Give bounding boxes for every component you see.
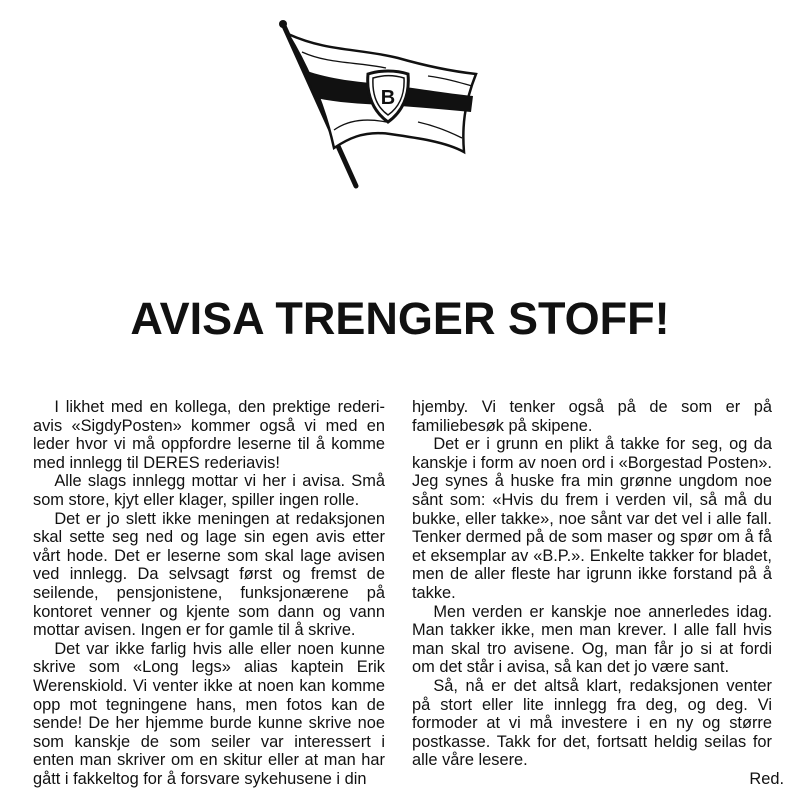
paragraph: I likhet med en kollega, den prektige rederi-avis «SigdyPosten» kommer også vi med en leder hvor vi må oppfordre leserne til å komme med innlegg til DERES rederiavis! [33, 398, 385, 472]
flag-logo [268, 12, 478, 192]
paragraph: Det er jo slett ikke meningen at redaksjonen skal sette seg ned og lage sin egen avis etter vårt hode. Det er leserne som skal lage avisen ved innlegg. Da selvsagt først og fremst de seilende, pensjonistene, funksjonærene på kontoret venner og kjente som dann og vann mottar avisen. Ingen er for gamle til å skrive. [33, 509, 385, 640]
paragraph: hjemby. Vi tenker også på de som er på familiebesøk på skipene. [412, 398, 772, 435]
headline: AVISA TRENGER STOFF! [130, 293, 670, 344]
paragraph: Men verden er kanskje noe annerledes idag. Man takker ikke, men man krever. I alle fall hvis man skal tro avisene. Og, man får jo si at fordi om det står i avisa, så kan det jo være sant. [412, 602, 772, 677]
signature: Red. [749, 769, 784, 788]
logo-letter: B [380, 87, 396, 109]
paragraph: Det er i grunn en plikt å takke for seg, og da kanskje i form av noen ord i «Borgestad Posten». Jeg synes å huske fra min grønne ungdom noe sånt som: «Hvis du frem i verden vil, så må du bukke, eller takke», noe sånt var det vel i alle fall. Tenker dermed på de som maser og spør om å få et eksemplar av «B.P.». Enkelte takker for bladet, men de aller fleste har igrunn ikke forstand på å takke. [412, 435, 772, 602]
paragraph: Så, nå er det altså klart, redaksjonen venter på stort eller lite innlegg fra deg, og deg. Vi formoder at vi må investere i en ny og større postkasse. Takk for det, fortsatt heldig seilas for alle våre lesere. [412, 676, 772, 770]
left-column [33, 398, 385, 788]
right-column [412, 398, 784, 788]
paragraph: Det var ikke farlig hvis alle eller noen kunne skrive som «Long legs» alias kaptein Erik Werenskiold. Vi venter ikke at noen kan komme opp mot tegningene hans, men fotos kan de sende! De her hjemme burde kunne skrive noe som kanskje de som seiler var interessert i enten man skriver om en skitur eller at man har gått i fakkeltog for å forsvare sykehusene i din [33, 639, 385, 788]
paragraph: Alle slags innlegg mottar vi her i avisa. Små som store, kjyt eller klager, spiller ingen rolle. [33, 472, 385, 509]
